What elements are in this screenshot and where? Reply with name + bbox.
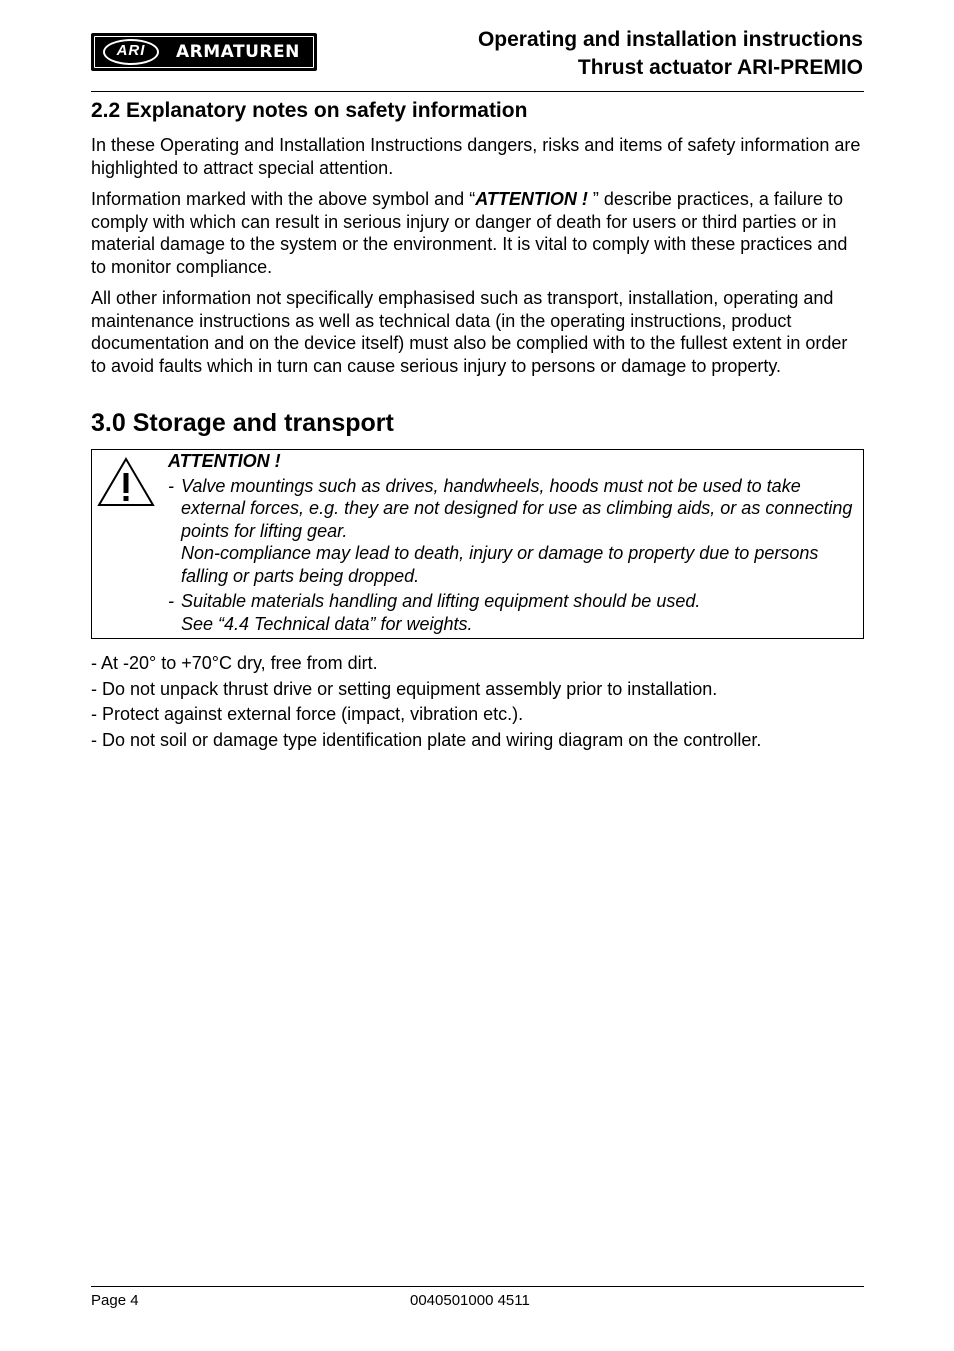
- storage-instructions-list: [91, 651, 864, 753]
- attention-item: - Valve mountings such as drives, handwheels, hoods must not be used to take external forces, e.g. they are not designed for use as climbing aids, or as connecting points for lifting gear. Non-compliance may lead to death, injury or damage to property due to persons falling or parts being dropped.: [168, 475, 853, 586]
- p2-text-after: ” describe practices, a failure to comply with which can result in serious injury or danger of death for users or third parties or in material damage to the system or the environment. It is vital to comply with these practices and to monitor compliance.: [91, 189, 848, 277]
- section-3-0-heading: 3.0 Storage and transport: [91, 409, 394, 437]
- attention-item-1-line-2: Non-compliance may lead to death, injury or damage to property due to persons falling or parts being dropped.: [181, 543, 819, 586]
- attention-item-2-line-1: Suitable materials handling and lifting equipment should be used.: [181, 591, 701, 611]
- logo-brand-text: ARMATUREN: [176, 42, 300, 62]
- section-2-2-heading: 2.2 Explanatory notes on safety information: [91, 99, 528, 122]
- attention-item-1-line-1: Valve mountings such as drives, handwheels, hoods must not be used to take external forces, e.g. they are not designed for use as climbing aids, or as connecting points for lifting gear.: [181, 475, 853, 541]
- attention-item: - Suitable materials handling and lifting equipment should be used. See “4.4 Technical data” for weights.: [168, 591, 701, 634]
- ari-oval: [103, 39, 159, 65]
- section-2-2-paragraph-3: All other information not specifically emphasised such as transport, installation, operating and maintenance instructions as well as technical data (in the operating instructions, product documentation and on the device itself) must also be complied with to the fullest extent in order to avoid faults which in turn can cause serious injury to persons or damage to property.: [91, 288, 848, 376]
- document-number: 0040501000 4511: [410, 1292, 530, 1309]
- warning-triangle-icon: [96, 456, 156, 508]
- list-item: - Do not soil or damage type identification plate and wiring diagram on the controller.: [91, 729, 762, 750]
- section-2-2-paragraph-2: [91, 188, 864, 278]
- section-2-2-paragraph-1: In these Operating and Installation Instructions dangers, risks and items of safety information are highlighted to attract special attention.: [91, 135, 861, 178]
- attention-item-2-line-2: See “4.4 Technical data” for weights.: [181, 613, 473, 634]
- ari-armaturen-logo: [91, 33, 317, 71]
- list-item: - At -20° to +70°C dry, free from dirt.: [91, 653, 378, 673]
- attention-box: [91, 449, 864, 639]
- page-number: Page 4: [91, 1292, 139, 1309]
- attention-text: [168, 450, 853, 638]
- header-title-line2: Thrust actuator ARI-PREMIO: [577, 56, 863, 79]
- document-header-title: [478, 26, 863, 82]
- footer-divider: [91, 1286, 864, 1287]
- header-divider: [91, 91, 864, 92]
- page-content: [91, 98, 864, 753]
- header-title-line1: Operating and installation instructions: [477, 28, 863, 51]
- list-item: - Do not unpack thrust drive or setting equipment assembly prior to installation.: [91, 678, 718, 699]
- logo-ari-text: ARI: [116, 42, 146, 59]
- attention-title: ATTENTION !: [168, 451, 281, 471]
- list-item: - Protect against external force (impact, vibration etc.).: [91, 704, 524, 724]
- p2-text-before: Information marked with the above symbol and “: [91, 189, 476, 209]
- p2-attention-emphasis: ATTENTION !: [475, 189, 593, 209]
